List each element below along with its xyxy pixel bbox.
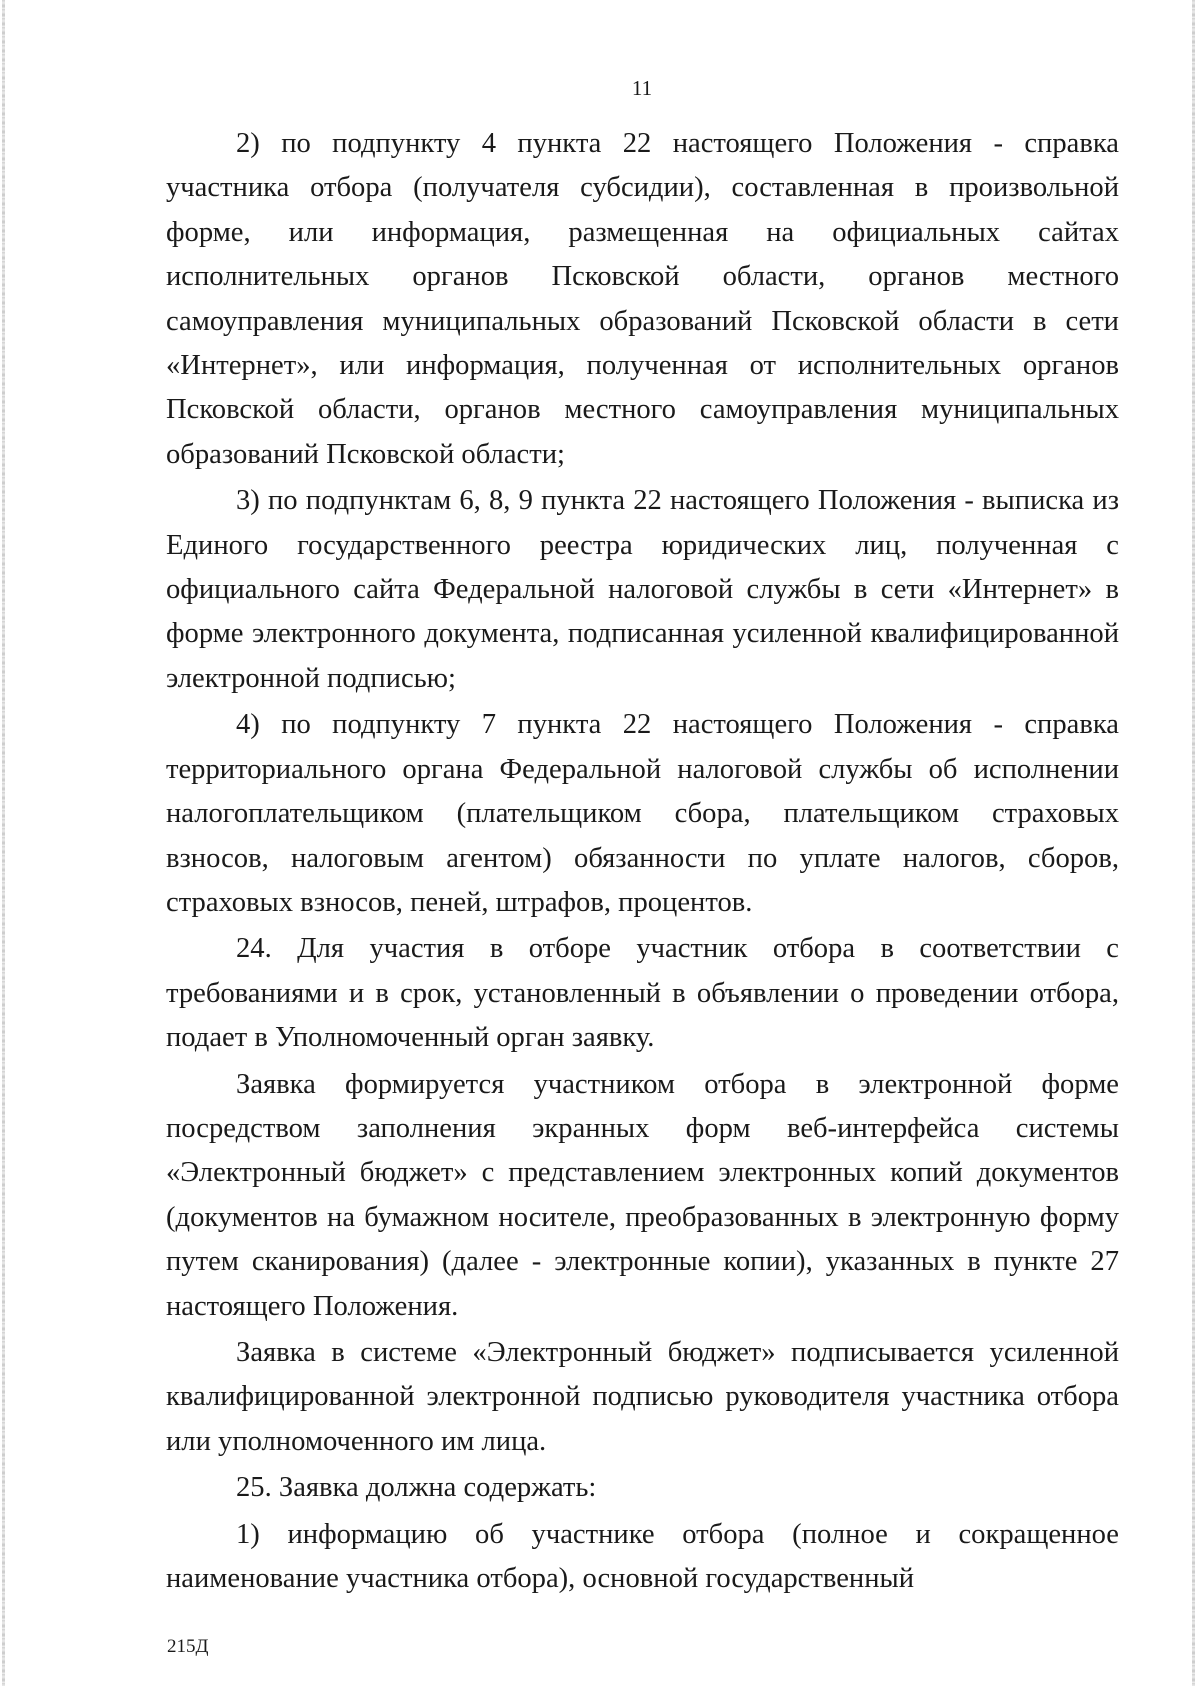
scan-edge-left bbox=[2, 0, 5, 1686]
paragraph-subitem-2: 2) по подпункту 4 пункта 22 настоящего Положения - справка участника отбора (получателя субсидии), составленная в произвольной форме, или информация, размещенная на официальных сайтах исполнительных органов Псковской области, органов местного самоуправления муниципальных образований Псковской области в сети «Интернет», или информация, полученная от исполнительных органов Псковской области, органов местного самоуправления муниципальных образований Псковской области; bbox=[166, 128, 1119, 470]
paragraph-subitem-3: 3) по подпунктам 6, 8, 9 пункта 22 настоящего Положения - выписка из Единого государственного реестра юридических лиц, полученная с официального сайта Федеральной налоговой службы в сети «Интернет» в форме электронного документа, подписанная усиленной квалифицированной электронной подписью; bbox=[166, 485, 1119, 694]
footer-document-code: 215Д bbox=[167, 1636, 209, 1657]
scan-edge-right bbox=[1192, 0, 1195, 1686]
document-body bbox=[166, 122, 1119, 1601]
page-number: 11 bbox=[631, 76, 653, 100]
paragraph-application-signing: Заявка в системе «Электронный бюджет» подписывается усиленной квалифицированной электронной подписью руководителя участника отбора или уполномоченного им лица. bbox=[166, 1336, 1119, 1457]
paragraph-item-25: 25. Заявка должна содержать: bbox=[236, 1472, 597, 1504]
paragraph-application-forming: Заявка формируется участником отбора в электронной форме посредством заполнения экранных форм веб-интерфейса системы «Электронный бюджет» с представлением электронных копий документов (документов на бумажном носителе, преобразованных в электронную форму путем сканирования) (далее - электронные копии), указанных в пункте 27 настоящего Положения. bbox=[166, 1068, 1119, 1322]
paragraph-item-25-subitem-1: 1) информацию об участнике отбора (полное и сокращенное наименование участника отбора), основной государственный bbox=[166, 1518, 1119, 1594]
paragraph-subitem-4: 4) по подпункту 7 пункта 22 настоящего Положения - справка территориального органа Федеральной налоговой службы об исполнении налогоплательщиком (плательщиком сбора, плательщиком страховых взносов, налоговым агентом) обязанности по уплате налогов, сборов, страховых взносов, пеней, штрафов, процентов. bbox=[166, 709, 1119, 918]
paragraph-item-24: 24. Для участия в отборе участник отбора в соответствии с требованиями и в срок, установленный в объявлении о проведении отбора, подает в Уполномоченный орган заявку. bbox=[166, 933, 1119, 1054]
